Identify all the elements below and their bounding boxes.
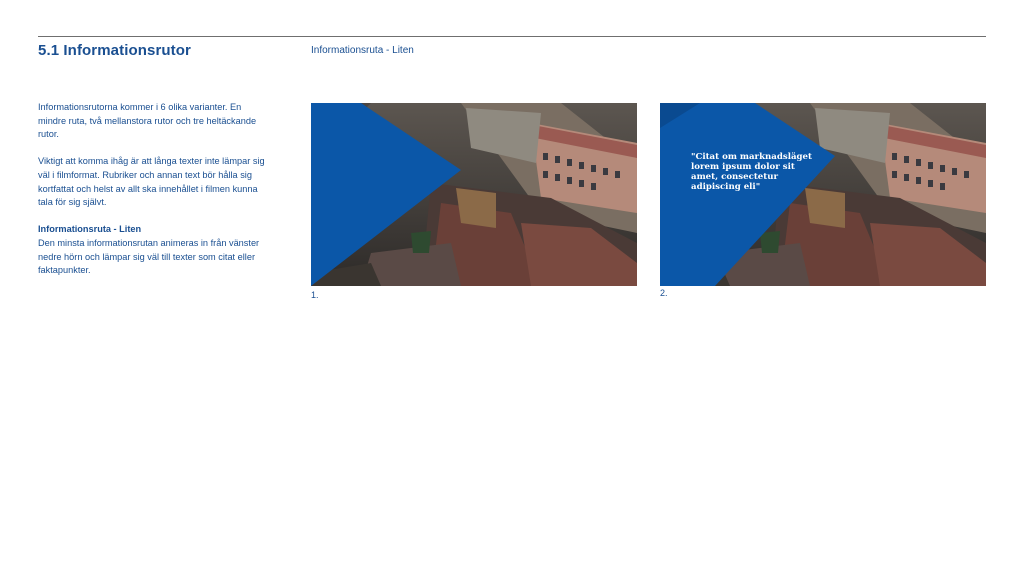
subheading: Informationsruta - Liten — [38, 224, 142, 235]
video-frame-1 — [311, 103, 637, 286]
small-box-description — [38, 223, 268, 277]
frame-number-1: 1. — [311, 290, 319, 300]
body-text — [38, 101, 268, 291]
section-label: Informationsruta - Liten — [311, 45, 414, 56]
advice-paragraph: Viktigt att komma ihåg är att långa texter inte lämpar sig väl i filmformat. Rubriker och annan text bör hålla sig kortfattat och helst av allt ska innehållet i filmen kunna tala för sig självt. — [38, 156, 265, 208]
small-box-text: Den minsta informationsrutan animeras in från vänster nedre hörn och lämpar sig väl till texter som citat eller faktapunkter. — [38, 237, 260, 276]
intro-paragraph: Informationsrutorna kommer i 6 olika varianter. En mindre ruta, två mellanstora rutor och tre heltäckande rutor. — [38, 102, 257, 140]
top-divider — [38, 36, 986, 37]
aerial-city-photo — [660, 103, 986, 286]
frame-number-2: 2. — [660, 288, 668, 298]
aerial-city-photo — [311, 103, 637, 286]
quote-text: "Citat om marknadsläget lorem ipsum dolor sit amet, consectetur adipiscing eli" — [691, 152, 812, 192]
video-frame-2 — [660, 103, 986, 286]
page-title: 5.1 Informationsrutor — [38, 42, 191, 59]
